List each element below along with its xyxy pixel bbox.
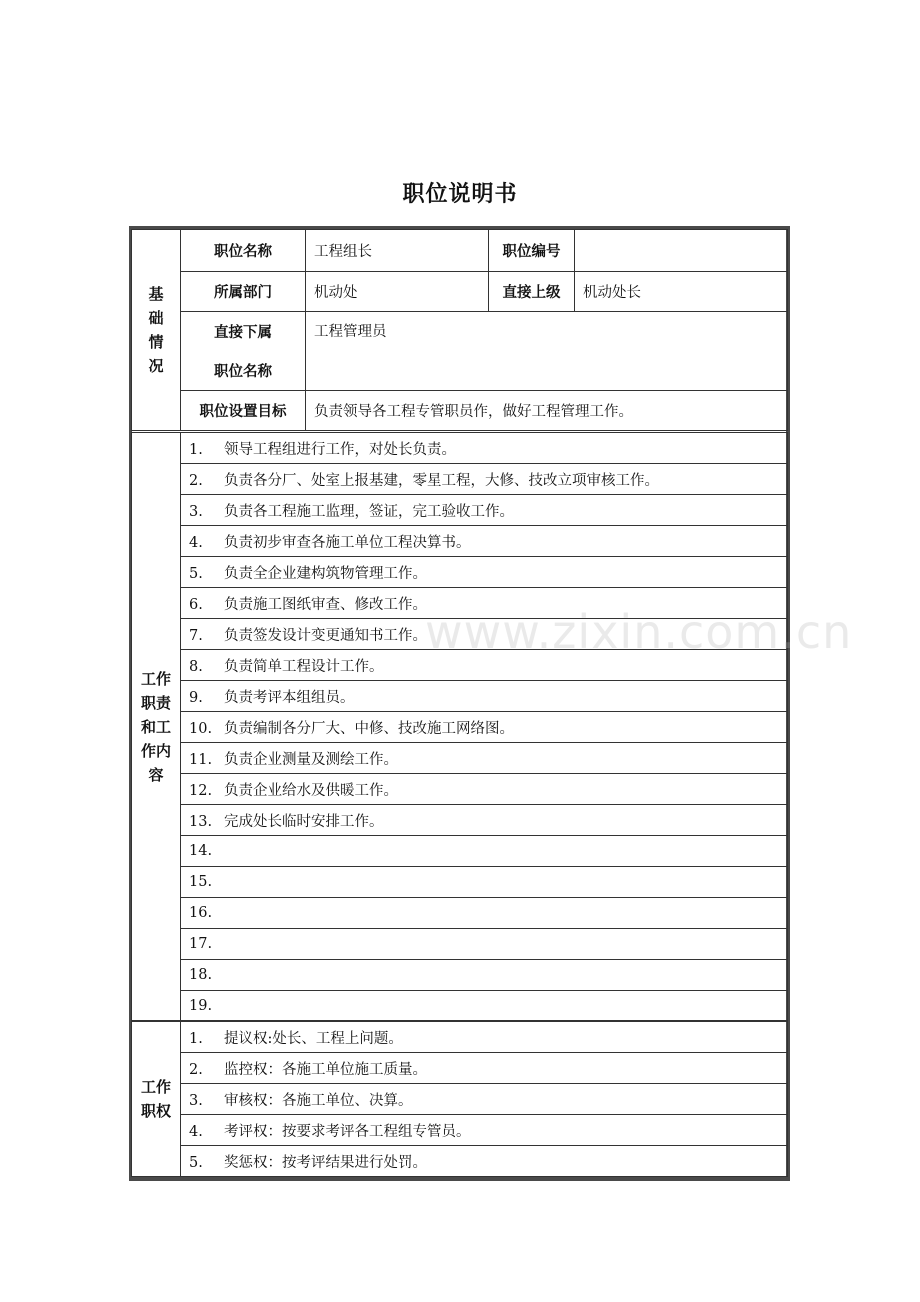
duty-row: 14.	[181, 836, 788, 867]
document-title: 职位说明书	[402, 182, 518, 207]
position-name-value: 工程组长	[306, 230, 489, 272]
duty-row: 7. 负责签发设计变更通知书工作。	[181, 619, 788, 650]
superior-value: 机动处长	[575, 272, 788, 312]
duty-row: 13. 完成处长临时安排工作。	[181, 805, 788, 836]
department-label: 所属部门	[181, 272, 306, 312]
duty-row: 5. 负责全企业建构筑物管理工作。	[181, 557, 788, 588]
authority-row: 4. 考评权：按要求考评各工程组专管员。	[181, 1115, 788, 1146]
duty-row: 8. 负责简单工程设计工作。	[181, 650, 788, 681]
authority-row: 5. 奖惩权：按考评结果进行处罚。	[181, 1146, 788, 1177]
duty-row: 12. 负责企业给水及供暖工作。	[181, 774, 788, 805]
duty-row: 9. 负责考评本组组员。	[181, 681, 788, 712]
goal-label: 职位设置目标	[181, 391, 306, 431]
duty-row: 2. 负责各分厂、处室上报基建，零星工程，大修、技改立项审核工作。	[181, 464, 788, 495]
authority-row: 2. 监控权：各施工单位施工质量。	[181, 1053, 788, 1084]
section-authority-label: 工作职权	[132, 1022, 181, 1177]
subordinate-value: 工程管理员	[306, 312, 788, 391]
authority-row: 3. 审核权：各施工单位、决算。	[181, 1084, 788, 1115]
duty-row: 6. 负责施工图纸审查、修改工作。	[181, 588, 788, 619]
duty-row: 18.	[181, 960, 788, 991]
duties-table	[131, 432, 788, 1021]
goal-value: 负责领导各工程专管职员作，做好工程管理工作。	[306, 391, 788, 431]
duty-row: 4. 负责初步审查各施工单位工程决算书。	[181, 526, 788, 557]
subordinate-label-2: 职位名称	[181, 352, 306, 391]
duty-row: 16.	[181, 898, 788, 929]
watermark: www.zixin.com.cn	[425, 605, 853, 659]
duty-row: 17.	[181, 929, 788, 960]
position-name-label: 职位名称	[181, 230, 306, 272]
basic-info-table	[131, 229, 788, 431]
superior-label: 直接上级	[489, 272, 575, 312]
duty-row: 1. 领导工程组进行工作，对处长负责。	[181, 433, 788, 464]
duty-row: 3. 负责各工程施工监理，签证，完工验收工作。	[181, 495, 788, 526]
section-duties-label: 工作职责和工作内容	[132, 433, 181, 1021]
authority-row: 1. 提议权:处长、工程上问题。	[181, 1022, 788, 1053]
duty-row: 11. 负责企业测量及测绘工作。	[181, 743, 788, 774]
department-value: 机动处	[306, 272, 489, 312]
subordinate-label: 直接下属	[181, 312, 306, 352]
duty-row: 19.	[181, 991, 788, 1021]
section-basic-label: 基础情况	[132, 230, 181, 431]
position-code-label: 职位编号	[489, 230, 575, 272]
position-code-value	[575, 230, 788, 272]
authority-table	[131, 1021, 788, 1177]
duty-row: 10. 负责编制各分厂大、中修、技改施工网络图。	[181, 712, 788, 743]
duty-row: 15.	[181, 867, 788, 898]
